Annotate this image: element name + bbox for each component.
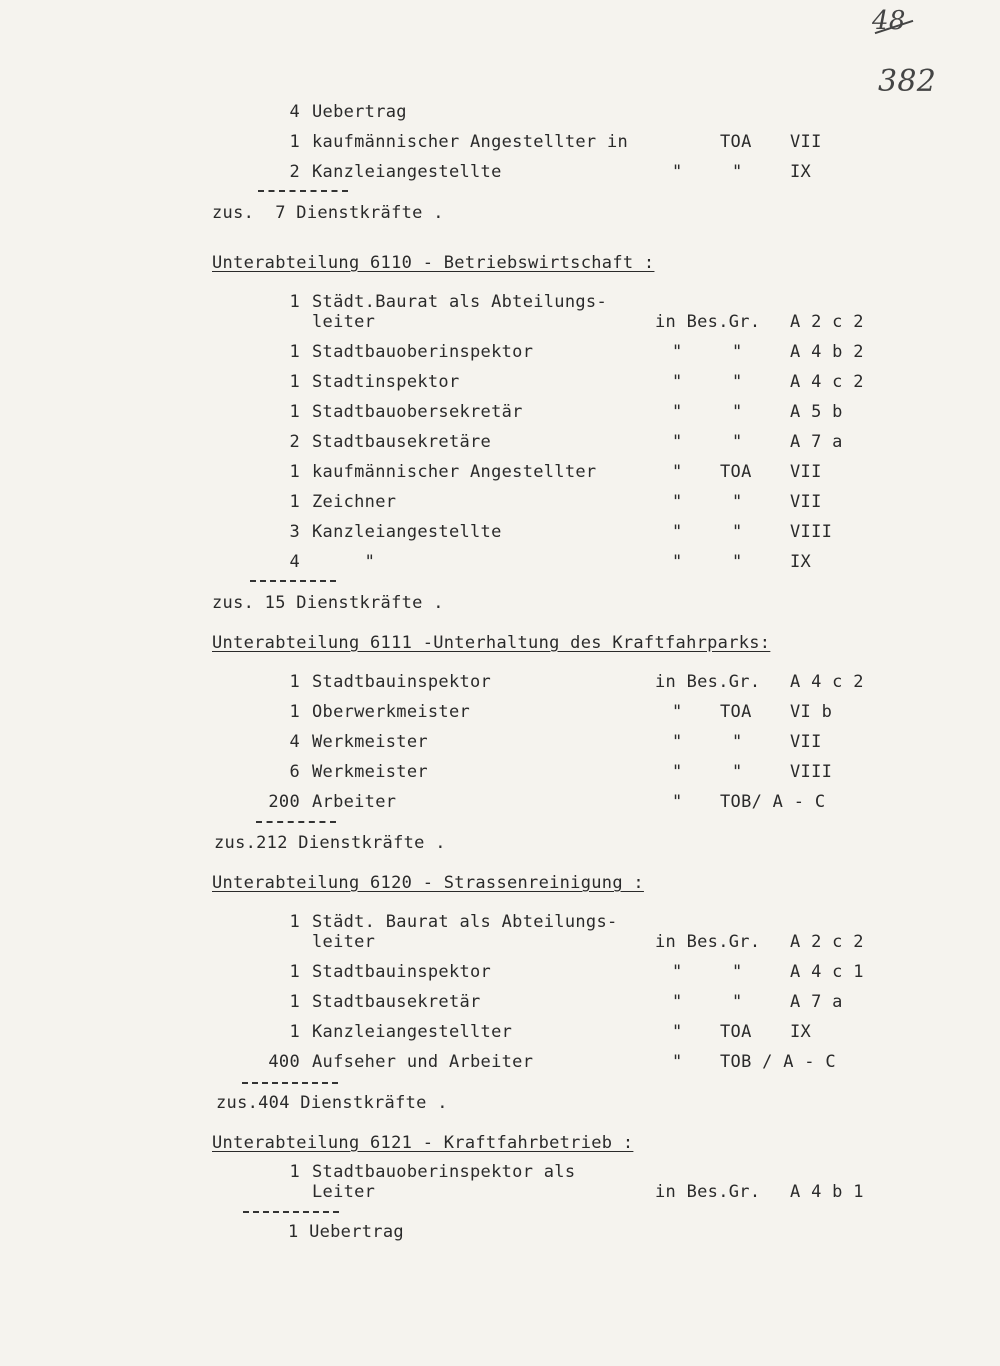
row-pay-group: " — [732, 342, 743, 362]
section-total: zus.404 Dienstkräfte . — [216, 1093, 448, 1113]
row-count: 4 — [289, 102, 300, 122]
row-pay-group: " — [732, 522, 743, 542]
row-pay-group: " — [732, 372, 743, 392]
row-count: 1 — [289, 962, 300, 982]
row-label: Kanzleiangestellte — [312, 522, 502, 542]
page-number-old: 48 — [872, 6, 906, 36]
row-pay-scale-type: " — [672, 342, 683, 362]
section-header: Unterabteilung 6110 - Betriebswirtschaft : — [212, 253, 655, 273]
row-label: Stadtbausekretär — [312, 992, 481, 1012]
row-pay-scale-type: " — [672, 162, 683, 182]
sum-rule — [242, 1082, 338, 1084]
row-count: 400 — [268, 1052, 300, 1072]
row-pay-group: " — [732, 162, 743, 182]
row-pay-scale-type: in Bes.Gr. — [655, 672, 761, 692]
row-pay-scale-type: " — [672, 732, 683, 752]
row-label: Stadtbauinspektor — [312, 962, 492, 982]
row-grade: A 5 b — [790, 402, 843, 422]
row-pay-group: " — [732, 762, 743, 782]
row-label: Stadtbauinspektor — [312, 672, 492, 692]
row-pay-scale-type: " — [672, 962, 683, 982]
row-count: 3 — [289, 522, 300, 542]
row-grade: A 4 b 2 — [790, 342, 864, 362]
row-label: Kanzleiangestellter — [312, 1022, 513, 1042]
row-label: Uebertrag — [312, 102, 407, 122]
row-count: 1 — [289, 462, 300, 482]
row-count: 2 — [289, 162, 300, 182]
row-label: Städt.Baurat als Abteilungs- — [312, 292, 607, 312]
row-label: kaufmännischer Angestellter — [312, 462, 597, 482]
sum-rule — [243, 1211, 339, 1213]
row-count: 1 — [289, 132, 300, 152]
row-label: kaufmännischer Angestellter in — [312, 132, 629, 152]
row-pay-scale-type: in Bes.Gr. — [655, 1182, 761, 1202]
row-label: " — [312, 552, 376, 572]
row-grade: A 4 c 2 — [790, 672, 864, 692]
row-pay-scale-type: " — [672, 402, 683, 422]
sum-rule — [258, 190, 348, 192]
row-pay-group: TOB / A - C — [720, 1052, 836, 1072]
row-grade: IX — [790, 162, 812, 182]
row-grade: IX — [790, 552, 812, 572]
row-label: Stadtbauoberinspektor als — [312, 1162, 576, 1182]
row-pay-group: TOA — [720, 132, 752, 152]
row-grade: A 7 a — [790, 992, 843, 1012]
row-grade: VII — [790, 732, 822, 752]
row-pay-group: " — [732, 962, 743, 982]
row-label: Aufseher und Arbeiter — [312, 1052, 534, 1072]
row-count: 1 — [289, 342, 300, 362]
row-grade: A 4 c 2 — [790, 372, 864, 392]
row-count: 1 — [289, 292, 300, 312]
row-label-continued: leiter — [312, 932, 376, 952]
row-label: Zeichner — [312, 492, 397, 512]
row-pay-scale-type: " — [672, 992, 683, 1012]
row-grade: VIII — [790, 522, 833, 542]
row-count: 1 — [289, 672, 300, 692]
row-pay-scale-type: in Bes.Gr. — [655, 932, 761, 952]
row-grade: VII — [790, 492, 822, 512]
row-pay-group: " — [732, 402, 743, 422]
row-pay-scale-type: " — [672, 552, 683, 572]
row-grade: A 4 c 1 — [790, 962, 864, 982]
sum-rule — [250, 580, 336, 582]
row-pay-group: TOA — [720, 1022, 752, 1042]
row-pay-group: " — [732, 492, 743, 512]
row-grade: IX — [790, 1022, 812, 1042]
row-count: 4 — [289, 552, 300, 572]
row-count: 1 — [289, 1022, 300, 1042]
row-count: 6 — [289, 762, 300, 782]
row-pay-group: " — [732, 552, 743, 572]
section-header: Unterabteilung 6120 - Strassenreinigung : — [212, 873, 644, 893]
row-label: Stadtbausekretäre — [312, 432, 492, 452]
row-grade: A 4 b 1 — [790, 1182, 864, 1202]
row-pay-scale-type: " — [672, 1052, 683, 1072]
row-count: 1 — [289, 402, 300, 422]
row-pay-scale-type: " — [672, 462, 683, 482]
row-label: Oberwerkmeister — [312, 702, 471, 722]
row-pay-scale-type: " — [672, 522, 683, 542]
row-pay-scale-type: " — [672, 762, 683, 782]
row-grade: VII — [790, 132, 822, 152]
row-pay-group: TOA — [720, 702, 752, 722]
row-pay-group: TOB/ A - C — [720, 792, 826, 812]
row-pay-scale-type: " — [672, 432, 683, 452]
section-total: zus. 15 Dienstkräfte . — [212, 593, 444, 613]
section-header: Unterabteilung 6111 -Unterhaltung des Kraftfahrparks: — [212, 633, 771, 653]
section-header: Unterabteilung 6121 - Kraftfahrbetrieb : — [212, 1133, 634, 1153]
row-count: 1 — [289, 372, 300, 392]
row-label-continued: Leiter — [312, 1182, 376, 1202]
row-label: Stadtbauobersekretär — [312, 402, 523, 422]
row-pay-scale-type: " — [672, 1022, 683, 1042]
row-count: 1 — [289, 1162, 300, 1182]
page-number-new: 382 — [878, 64, 937, 99]
row-pay-scale-type: " — [672, 372, 683, 392]
row-label: Stadtinspektor — [312, 372, 460, 392]
row-label: Kanzleiangestellte — [312, 162, 502, 182]
row-count: 1 — [289, 492, 300, 512]
row-pay-scale-type: " — [672, 792, 683, 812]
row-pay-group: " — [732, 432, 743, 452]
row-count: 1 — [289, 992, 300, 1012]
row-pay-group: " — [732, 732, 743, 752]
row-pay-group: TOA — [720, 462, 752, 482]
row-pay-scale-type: " — [672, 492, 683, 512]
row-label: Arbeiter — [312, 792, 397, 812]
row-pay-scale-type: " — [672, 702, 683, 722]
row-label: Werkmeister — [312, 732, 428, 752]
row-grade: VIII — [790, 762, 833, 782]
row-count: 1 — [289, 702, 300, 722]
row-pay-scale-type: in Bes.Gr. — [655, 312, 761, 332]
row-grade: VI b — [790, 702, 833, 722]
row-grade: A 7 a — [790, 432, 843, 452]
row-grade: A 2 c 2 — [790, 932, 864, 952]
row-label-continued: leiter — [312, 312, 376, 332]
row-label: Werkmeister — [312, 762, 428, 782]
row-pay-group: " — [732, 992, 743, 1012]
row-count: 1 — [289, 912, 300, 932]
section-total: zus. 7 Dienstkräfte . — [212, 203, 444, 223]
row-label: Städt. Baurat als Abteilungs- — [312, 912, 618, 932]
sum-rule — [256, 821, 336, 823]
section-total: 1 Uebertrag — [288, 1222, 404, 1242]
row-count: 200 — [268, 792, 300, 812]
row-label: Stadtbauoberinspektor — [312, 342, 534, 362]
row-count: 4 — [289, 732, 300, 752]
section-total: zus.212 Dienstkräfte . — [214, 833, 446, 853]
row-grade: A 2 c 2 — [790, 312, 864, 332]
row-grade: VII — [790, 462, 822, 482]
row-count: 2 — [289, 432, 300, 452]
